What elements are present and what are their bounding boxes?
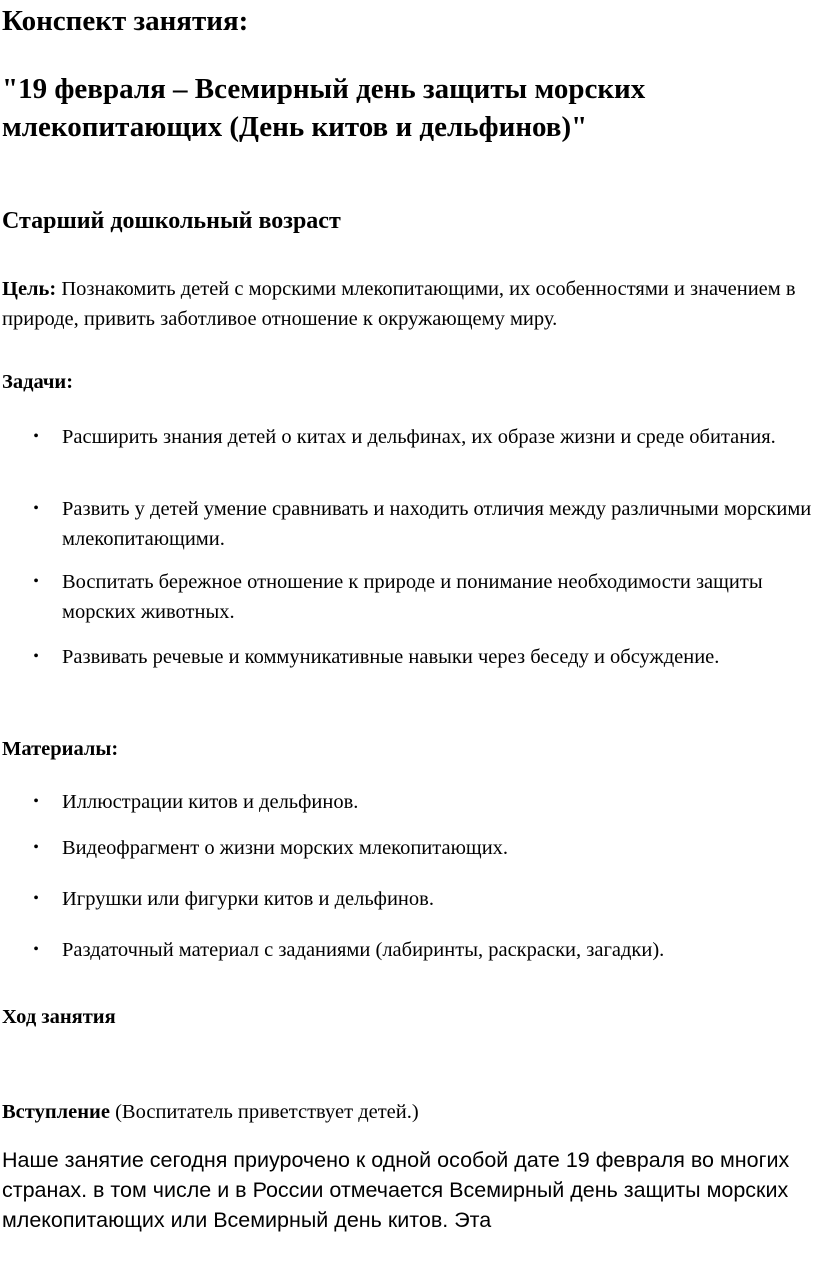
goal-paragraph [2, 274, 816, 334]
process-heading: Ход занятия [2, 1006, 116, 1028]
goal-label: Цель: [2, 278, 57, 300]
material-item-text: Видеофрагмент о жизни морских млекопитающих. [62, 837, 509, 859]
age-group-heading: Старший дошкольный возраст [2, 208, 341, 234]
bullet-icon: • [33, 890, 39, 907]
material-item-text: Раздаточный материал с заданиями (лабиринты, раскраски, загадки). [62, 939, 665, 961]
intro-label: Вступление [2, 1101, 110, 1123]
document-subtitle: "19 февраля – Всемирный день защиты морских млекопитающих (День китов и дельфинов)" [2, 73, 646, 143]
material-item-text: Иллюстрации китов и дельфинов. [62, 791, 359, 813]
materials-heading: Материалы: [2, 738, 119, 760]
intro-line [2, 1098, 419, 1126]
bullet-icon: • [33, 648, 39, 665]
bullet-icon: • [33, 793, 39, 810]
intro-note: (Воспитатель приветствует детей.) [115, 1101, 419, 1123]
material-item-text: Игрушки или фигурки китов и дельфинов. [62, 888, 434, 910]
document-title: Конспект занятия: [2, 5, 249, 37]
tasks-heading: Задачи: [2, 371, 74, 393]
task-item-text: Развить у детей умение сравнивать и находить отличия между различными морскими млекопитающими. [62, 498, 812, 550]
task-item-text: Развивать речевые и коммуникативные навыки через беседу и обсуждение. [62, 646, 720, 668]
bullet-icon: • [33, 573, 39, 590]
intro-paragraph: Наше занятие сегодня приурочено к одной особой дате 19 февраля во многих странах. в том числе и в России отмечается Всемирный день защиты морских млекопитающих или Всемирный день китов. Эта [2, 1148, 790, 1232]
task-item-text: Расширить знания детей о китах и дельфинах, их образе жизни и среде обитания. [62, 426, 776, 448]
bullet-icon: • [33, 839, 39, 856]
bullet-icon: • [33, 941, 39, 958]
bullet-icon: • [33, 500, 39, 517]
bullet-icon: • [33, 428, 39, 445]
task-item-text: Воспитать бережное отношение к природе и понимание необходимости защиты морских животных. [62, 571, 763, 623]
goal-text: Познакомить детей с морскими млекопитающими, их особенностями и значением в природе, привить заботливое отношение к окружающему миру. [2, 278, 796, 330]
